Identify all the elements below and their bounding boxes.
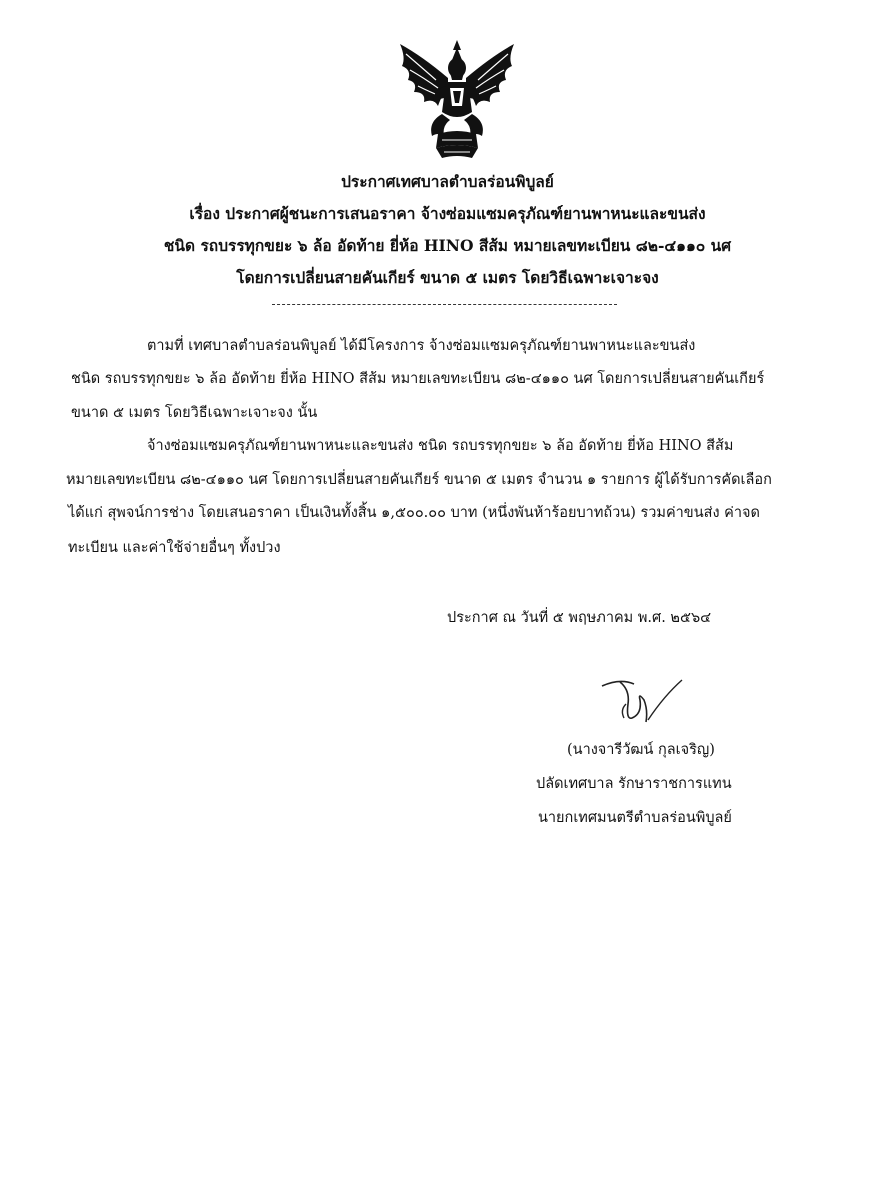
body-paragraph-1-line-3: ขนาด ๕ เมตร โดยวิธีเฉพาะเจาะจง นั้น xyxy=(71,405,318,421)
announcement-date: ประกาศ ณ วันที่ ๕ พฤษภาคม พ.ศ. ๒๕๖๔ xyxy=(447,610,712,626)
body-paragraph-1-line-1: ตามที่ เทศบาลตำบลร่อนพิบูลย์ ได้มีโครงการ จ้างซ่อมแซมครุภัณฑ์ยานพาหนะและขนส่ง xyxy=(147,338,696,354)
announcement-subject-method: โดยการเปลี่ยนสายคันเกียร์ ขนาด ๕ เมตร โดยวิธีเฉพาะเจาะจง xyxy=(236,268,659,287)
body-paragraph-1-line-2: ชนิด รถบรรทุกขยะ ๖ ล้อ อัดท้าย ยี่ห้อ HINO สีส้ม หมายเลขทะเบียน ๘๒-๔๑๑๐ นศ โดยการเปลี่ยนสายคันเกียร์ xyxy=(71,371,765,387)
body-paragraph-2-line-1: จ้างซ่อมแซมครุภัณฑ์ยานพาหนะและขนส่ง ชนิด รถบรรทุกขยะ ๖ ล้อ อัดท้าย ยี่ห้อ HINO สีส้ม xyxy=(147,438,734,454)
announcement-title: ประกาศเทศบาลตำบลร่อนพิบูลย์ xyxy=(341,172,554,191)
announcement-subject: เรื่อง ประกาศผู้ชนะการเสนอราคา จ้างซ่อมแซมครุภัณฑ์ยานพาหนะและขนส่ง xyxy=(189,204,706,223)
body-paragraph-2-line-4: ทะเบียน และค่าใช้จ่ายอื่นๆ ทั้งปวง xyxy=(68,540,281,556)
signer-name: (นางจารีวัฒน์ กุลเจริญ) xyxy=(567,742,715,758)
signer-position-acting: นายกเทศมนตรีตำบลร่อนพิบูลย์ xyxy=(538,810,732,826)
body-paragraph-2-line-3: ได้แก่ สุพจน์การช่าง โดยเสนอราคา เป็นเงินทั้งสิ้น ๑,๕๐๐.๐๐ บาท (หนึ่งพันห้าร้อยบาทถ้วน) รวมค่าขนส่ง ค่าจด xyxy=(68,505,760,521)
signer-position: ปลัดเทศบาล รักษาราชการแทน xyxy=(536,776,732,792)
body-paragraph-2-line-2: หมายเลขทะเบียน ๘๒-๔๑๑๐ นศ โดยการเปลี่ยนสายคันเกียร์ ขนาด ๕ เมตร จำนวน ๑ รายการ ผู้ได้รับการคัดเลือก xyxy=(66,472,772,488)
announcement-subject-detail: ชนิด รถบรรทุกขยะ ๖ ล้อ อัดท้าย ยี่ห้อ HINO สีส้ม หมายเลขทะเบียน ๘๒-๔๑๑๐ นศ xyxy=(163,236,732,255)
garuda-emblem-icon xyxy=(392,36,522,166)
handwritten-signature-icon xyxy=(590,660,720,740)
divider xyxy=(272,304,617,305)
